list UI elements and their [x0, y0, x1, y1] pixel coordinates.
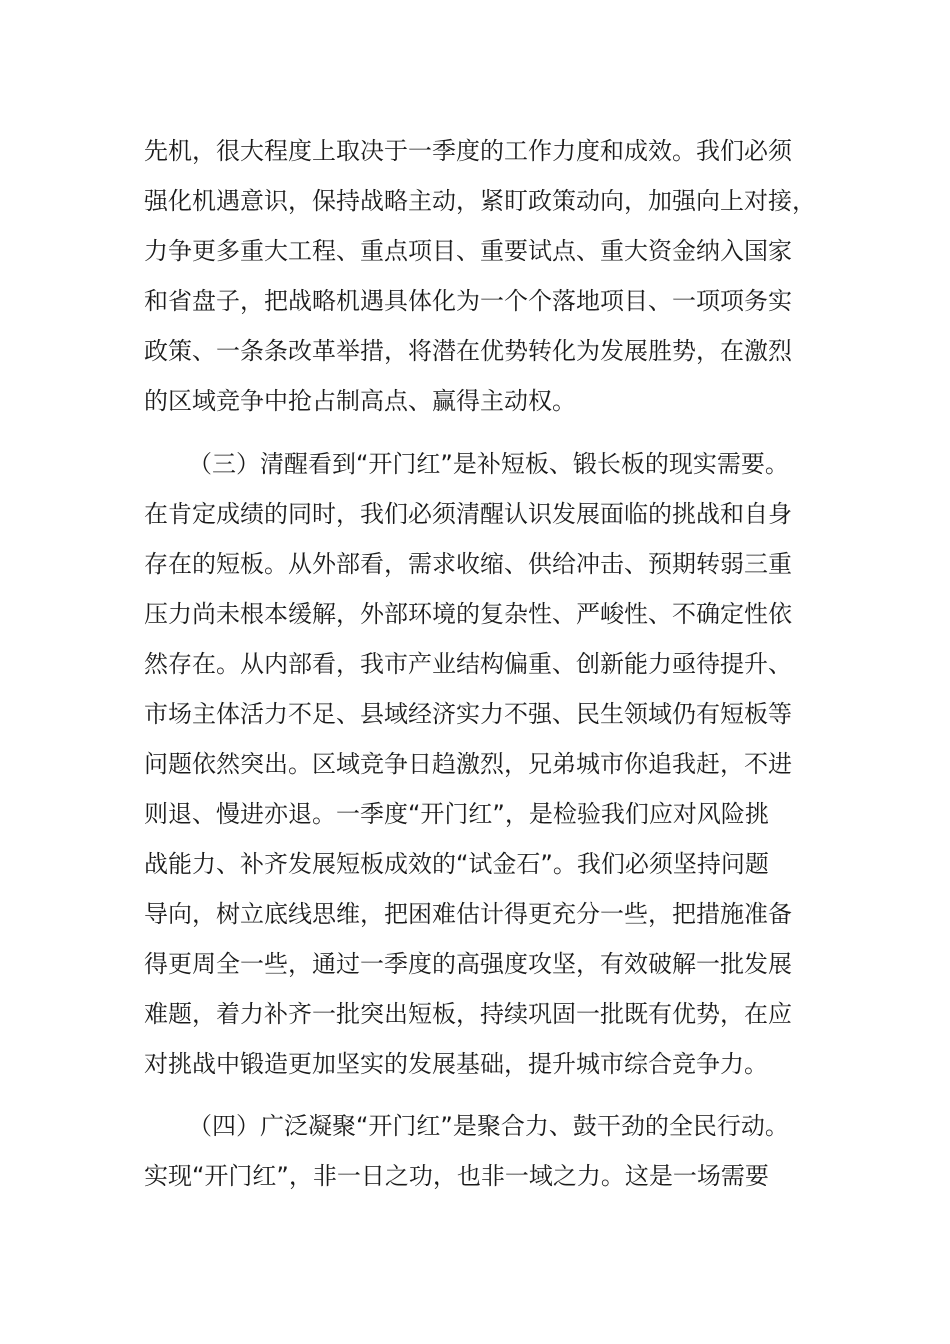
text-line: 力争更多重大工程、重点项目、重要试点、重大资金纳入国家: [144, 237, 792, 265]
text-line: 政策、一条条改革举措，将潜在优势转化为发展胜势，在激烈: [144, 337, 792, 365]
text-line: 导向，树立底线思维，把困难估计得更充分一些，把措施准备: [144, 900, 792, 928]
text-line: 的区域竞争中抢占制高点、赢得主动权。: [144, 387, 576, 415]
text-line: 则退、慢进亦退。一季度“开门红”，是检验我们应对风险挑: [144, 800, 769, 828]
text-line: 强化机遇意识，保持战略主动，紧盯政策动向，加强向上对接，: [144, 187, 816, 215]
section-heading-3: （三）清醒看到“开门红”是补短板、锻长板的现实需要。: [188, 450, 789, 478]
text-line: 对挑战中锻造更加坚实的发展基础，提升城市综合竞争力。: [144, 1050, 768, 1078]
text-line: 压力尚未根本缓解，外部环境的复杂性、严峻性、不确定性依: [144, 600, 792, 628]
text-line: 难题，着力补齐一批突出短板，持续巩固一批既有优势，在应: [144, 1000, 792, 1028]
section-heading-4: （四）广泛凝聚“开门红”是聚合力、鼓干劲的全民行动。: [188, 1112, 789, 1140]
text-line: 在肯定成绩的同时，我们必须清醒认识发展面临的挑战和自身: [144, 500, 792, 528]
text-line: 存在的短板。从外部看，需求收缩、供给冲击、预期转弱三重: [144, 550, 792, 578]
text-line: 得更周全一些，通过一季度的高强度攻坚，有效破解一批发展: [144, 950, 792, 978]
text-line: 战能力、补齐发展短板成效的“试金石”。我们必须坚持问题: [144, 850, 769, 878]
text-line: 和省盘子，把战略机遇具体化为一个个落地项目、一项项务实: [144, 287, 792, 315]
text-line: 先机，很大程度上取决于一季度的工作力度和成效。我们必须: [144, 137, 792, 165]
text-line: 实现“开门红”，非一日之功，也非一域之力。这是一场需要: [144, 1162, 769, 1190]
text-line: 然存在。从内部看，我市产业结构偏重、创新能力亟待提升、: [144, 650, 792, 678]
text-line: 问题依然突出。区域竞争日趋激烈，兄弟城市你追我赶，不进: [144, 750, 792, 778]
text-line: 市场主体活力不足、县域经济实力不强、民生领域仍有短板等: [144, 700, 792, 728]
